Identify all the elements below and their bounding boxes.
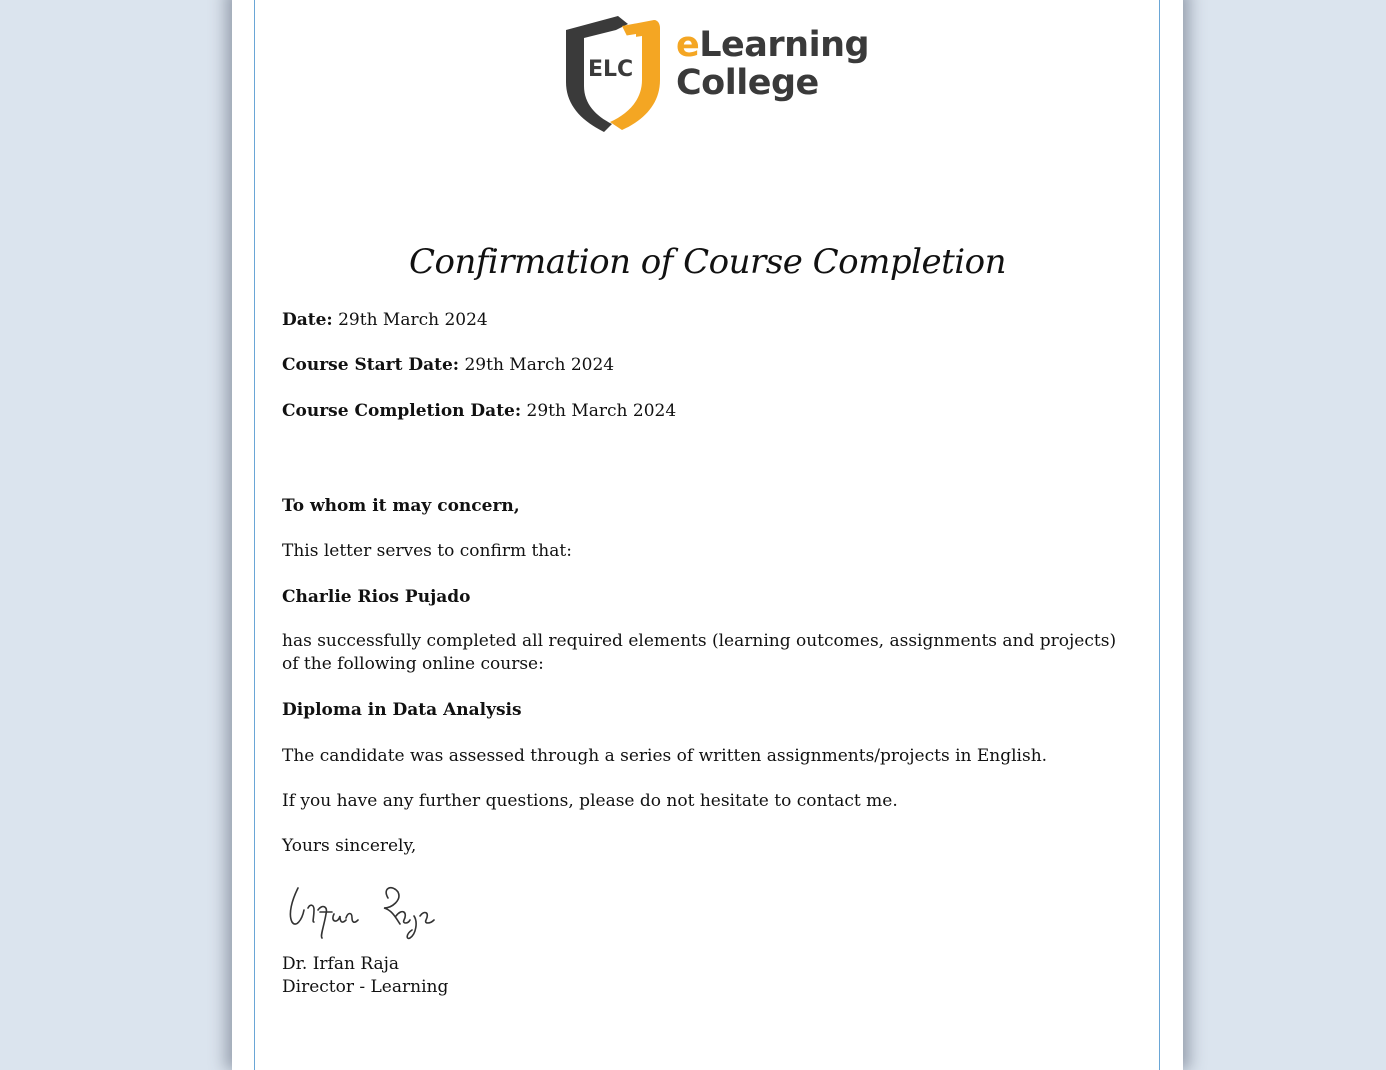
completion-statement: has successfully completed all required elements (learning outcomes, assignments and projects) of the following online course: xyxy=(282,631,1117,674)
shield-logo-icon xyxy=(560,16,670,132)
signer-title: Director - Learning xyxy=(282,977,449,997)
intro-text: This letter serves to confirm that: xyxy=(282,541,572,561)
date-label: Date: xyxy=(282,310,333,330)
assessment-text: The candidate was assessed through a series of written assignments/projects in English. xyxy=(282,746,1048,766)
signer-name: Dr. Irfan Raja xyxy=(282,954,400,974)
course-start-row xyxy=(282,355,614,375)
logo-badge-text: ELC xyxy=(588,57,634,82)
logo-wordmark: eLearning College xyxy=(676,25,870,103)
course-completion-row xyxy=(282,401,676,421)
page-title: Confirmation of Course Completion xyxy=(408,242,1007,282)
course-name: Diploma in Data Analysis xyxy=(282,700,522,720)
date-row xyxy=(282,310,488,330)
letter-page xyxy=(232,0,1183,1070)
closing: Yours sincerely, xyxy=(282,836,417,856)
course-completion-label: Course Completion Date: xyxy=(282,401,522,421)
student-name: Charlie Rios Pujado xyxy=(282,587,471,607)
college-logo xyxy=(560,16,870,132)
course-start-value: 29th March 2024 xyxy=(464,355,615,375)
signature xyxy=(284,878,464,948)
course-start-label: Course Start Date: xyxy=(282,355,460,375)
contact-text: If you have any further questions, please do not hesitate to contact me. xyxy=(282,791,898,811)
salutation: To whom it may concern, xyxy=(282,496,520,516)
course-completion-value: 29th March 2024 xyxy=(526,401,677,421)
date-value: 29th March 2024 xyxy=(338,310,488,330)
signer-block xyxy=(282,953,448,999)
